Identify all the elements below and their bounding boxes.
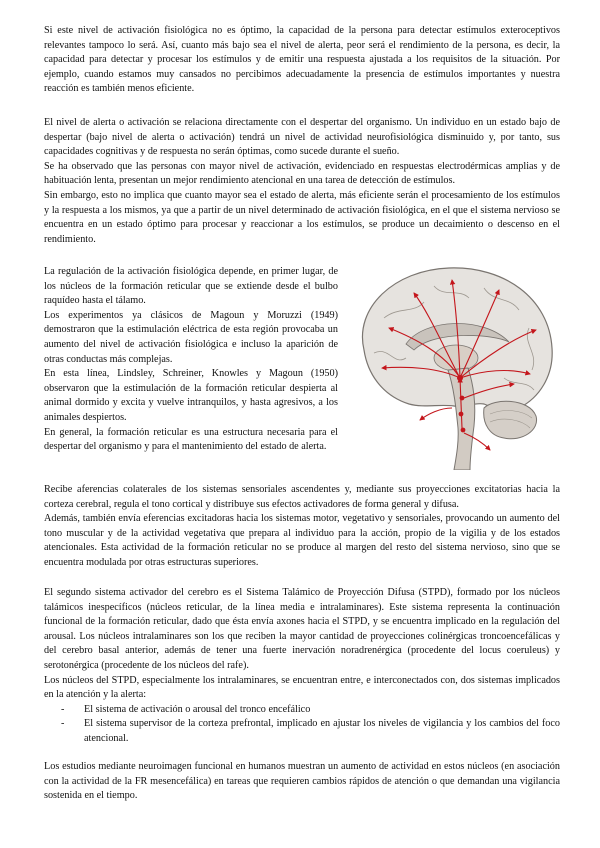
cerebellum — [484, 401, 537, 438]
paragraph-5a-text: El segundo sistema activador del cerebro es el Sistema Talámico de Proyección Difusa (STPD), formado por los núcleos talámicos inespecíficos (núcleos reticular, de la línea media e intralaminares). Este sistema representa la continuación funcional de la formación reticular, dado que ésta envía axones hacia el STPD, y se encuentra implicado en la regulación del arousal. Los núcleos intralaminares son los que reciben la mayor cantidad de proyecciones colinérgicas troncoencefálicas y del cerebro basal anterior, además de tener una fuerte inervación noradrenérgica (procedente del locus coeruleus) y serotonérgica (procedente de los núcleos del rafe). — [44, 587, 560, 671]
paragraph-5b-text: Los núcleos del STPD, especialmente los intralaminares, se encuentran entre, e interconectados con, dos sistemas implicados en la atención y la alerta: — [44, 674, 560, 701]
paragraph-2a-text: El nivel de alerta o activación se relaciona directamente con el despertar del organismo. Un individuo en un estado bajo de despertar (bajo nivel de alerta o activación) tendrá un nivel de actividad neurofisiológica disminuido y, por tanto, sus capacidades cognitivas y de respuesta no serán óptimas, como sucede durante el sueño. — [44, 117, 560, 158]
paragraph-2 — [44, 116, 560, 247]
paragraph-1 — [44, 24, 560, 97]
paragraph-5 — [44, 586, 560, 747]
paragraph-4 — [44, 483, 560, 571]
brain-reticular-formation-illustration — [344, 258, 560, 470]
paragraph-3b-text: Los experimentos ya clásicos de Magoun y Moruzzi (1949) demostraron que la estimulación eléctrica de esta región provocaba un aumento del nivel de activación fisiológica e incluso la aparición de otras conductas más complejas. — [44, 309, 338, 365]
paragraph-6 — [44, 760, 560, 804]
paragraph-4b-text: Además, también envía eferencias excitadoras hacia los sistemas motor, vegetativo y sensoriales, provocando un aumento del tono muscular y de la actividad vegetativa que prepara al individuo para la acción, propio de la vigilia y de los estados atencionales. Esta actividad de la formación reticular no se produce al margen del resto del sistema nervioso, sino que se encuentra modulada por otras estructuras superiores. — [44, 513, 560, 568]
paragraph-3d-text: En general, la formación reticular es una estructura necesaria para el despertar del organismo y para el mantenimiento del estado de alerta. — [44, 426, 338, 453]
paragraph-2c-text: Sin embargo, esto no implica que cuanto mayor sea el estado de alerta, más eficiente serán el procesamiento de los estímulos y la respuesta a los mismos, ya que a partir de un nivel determinado de activación fisiológica, en el que el sistema nervioso se encuentra en un estado óptimo para procesar y reaccionar a los estímulos, se produce un decaimiento o descenso en el rendimiento. — [44, 189, 560, 245]
paragraph-3 — [44, 265, 338, 455]
paragraph-4a-text: Recibe aferencias colaterales de los sistemas sensoriales ascendentes y, mediante sus proyecciones excitatorias hacia la corteza cerebral, regula el tono cortical y distribuye sus efectos activadores de forma general y difusa. — [44, 484, 560, 510]
paragraph-6-text: Los estudios mediante neuroimagen funcional en humanos muestran un aumento de actividad en estos núcleos (en asociación con la actividad de la FR mesencefálica) en tareas que requieren cambios rápidos de atención o que demandan una vigilancia sostenida en el tiempo. — [44, 761, 560, 802]
paragraph-2b-text: Se ha observado que las personas con mayor nivel de activación, evidenciado en respuestas electrodérmicas amplias y de habituación lenta, presentan un mejor rendimiento atencional en una tarea de detección de estímulos. — [44, 160, 560, 187]
paragraph-3c-text: En esta línea, Lindsley, Schreiner, Knowles y Magoun (1950) observaron que la estimulación de la formación reticular despierta al animal dormido y excita y vuelve intranquilos, y hasta agresivos, a los animales despiertos. — [44, 368, 338, 423]
thalamus — [434, 345, 478, 371]
list-item: - El sistema supervisor de la corteza prefrontal, implicado en ajustar los niveles de vigilancia y los cambios del foco atencional. — [44, 717, 560, 746]
list-item: - El sistema de activación o arousal del tronco encefálico — [44, 703, 560, 718]
paragraph-1-text: Si este nivel de activación fisiológica no es óptimo, la capacidad de la persona para detectar estímulos exteroceptivos relevantes tampoco lo será. Así, cuanto más bajo sea el nivel de alerta, peor será el rendimiento de la persona, es decir, la capacidad para detectar y procesar los estímulos y de emitir una respuesta ajustada a los requisitos de la situación. Por ejemplo, cuando estamos muy cansados no percibimos adecuadamente la presencia de estímulos importantes y nuestra reacción es también menos eficiente. — [44, 25, 560, 95]
systems-list — [44, 703, 560, 747]
paragraph-3a-text: La regulación de la activación fisiológica depende, en primer lugar, de los núcleos de la formación reticular que se extiende desde el bulbo raquídeo hasta el tálamo. — [44, 266, 338, 307]
